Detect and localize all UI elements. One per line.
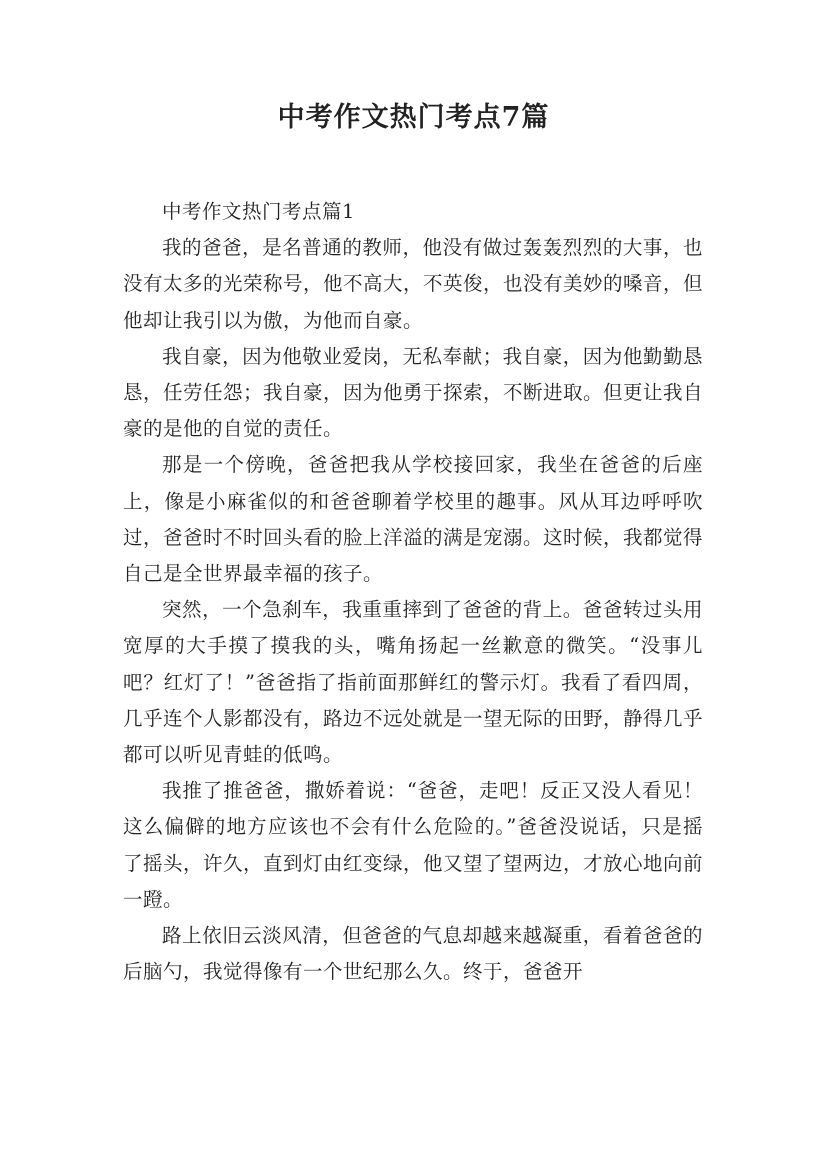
paragraph-5: 我推了推爸爸，撒娇着说：“爸爸，走吧！反正又没人看见！这么偏僻的地方应该也不会有什么危险的。”爸爸没说话，只是摇了摇头，许久，直到灯由红变绿，他又望了望两边，才放心地向前一蹬。 <box>123 779 704 911</box>
section-heading: 中考作文热门考点篇1 <box>162 200 355 223</box>
paragraph-1: 我的爸爸，是名普通的教师，他没有做过轰轰烈烈的大事，也没有太多的光荣称号，他不高大，不英俊，也没有美妙的嗓音，但他却让我引以为傲，为他而自豪。 <box>123 236 704 332</box>
paragraph-6: 路上依旧云淡风清，但爸爸的气息却越来越凝重，看着爸爸的后脑勺，我觉得像有一个世纪那么久。终于，爸爸开 <box>123 924 703 984</box>
paragraph-2: 我自豪，因为他敬业爱岗，无私奉献；我自豪，因为他勤勤恳恳，任劳任怨；我自豪，因为他勇于探索，不断进取。但更让我自豪的是他的自觉的责任。 <box>123 344 704 441</box>
document-title: 中考作文热门考点7篇 <box>277 102 550 133</box>
document-body <box>123 194 703 990</box>
paragraph-4: 突然，一个急刹车，我重重摔到了爸爸的背上。爸爸转过头用宽厚的大手摸了摸我的头，嘴角扬起一丝歉意的微笑。“没事儿吧？红灯了！”爸爸指了指前面那鲜红的警示灯。我看了看四周，几乎连个人影都没有，路边不远处就是一望无际的田野，静得几乎都可以听见青蛙的低鸣。 <box>123 598 704 767</box>
paragraph-3: 那是一个傍晚，爸爸把我从学校接回家，我坐在爸爸的后座上，像是小麻雀似的和爸爸聊着学校里的趣事。风从耳边呼呼吹过，爸爸时不时回头看的脸上洋溢的满是宠溺。这时候，我都觉得自己是全世界最幸福的孩子。 <box>123 453 704 586</box>
